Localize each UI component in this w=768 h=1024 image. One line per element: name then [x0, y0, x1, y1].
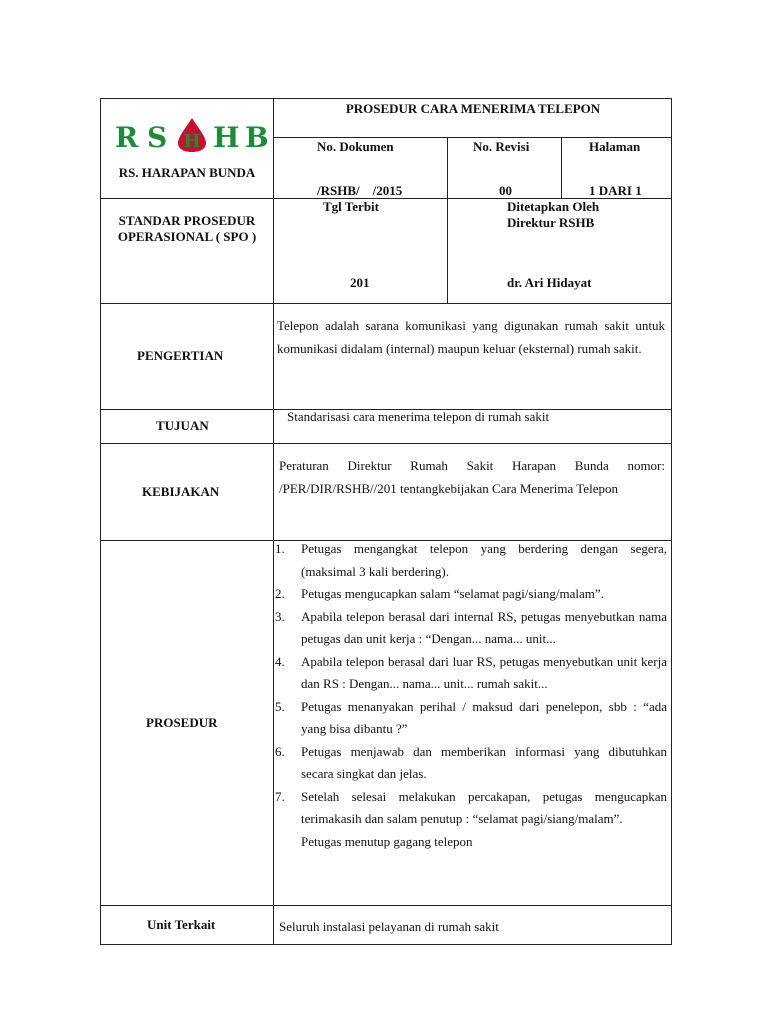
list-item: 2. Petugas mengucapkan salam “selamat pagi/siang/malam”.: [275, 586, 604, 601]
list-item: 7. Setelah selesai melakukan percakapan, petugas mengucapkan terimakasih dan salam penutup : “selamat pagi/siang/malam”.: [275, 788, 667, 826]
divider: [101, 443, 671, 444]
pengertian-text: Telepon adalah sarana komunikasi yang digunakan rumah sakit untuk komunikasi didalam (internal) maupun keluar (eksternal) rumah sakit.: [277, 318, 665, 356]
document-title: PROSEDUR CARA MENERIMA TELEPON: [345, 101, 601, 116]
divider: [273, 137, 671, 138]
tujuan-text: Standarisasi cara menerima telepon di rumah sakit: [287, 409, 550, 424]
doc-number-label: No. Dokumen: [317, 139, 394, 154]
pengertian-label: PENGERTIAN: [137, 348, 224, 363]
approved-by-name: dr. Ari Hidayat: [507, 275, 592, 290]
list-item: 5. Petugas menanyakan perihal / maksud dari penelepon, sbb : “ada yang bisa dibantu ?”: [275, 698, 667, 736]
hospital-logo: R S H H B: [113, 121, 271, 153]
prosedur-final-step: Petugas menutup gagang telepon: [301, 833, 473, 849]
unit-terkait-text: Seluruh instalasi pelayanan di rumah sakit: [279, 919, 499, 934]
revision-label: No. Revisi: [473, 139, 530, 154]
prosedur-label: PROSEDUR: [146, 715, 218, 730]
divider: [101, 905, 671, 906]
spo-label: STANDAR PROSEDUR OPERASIONAL ( SPO ): [117, 213, 257, 244]
list-item: 1. Petugas mengangkat telepon yang berdering dengan segera, (maksimal 3 kali berdering).: [275, 541, 667, 579]
kebijakan-text: Peraturan Direktur Rumah Sakit Harapan Bunda nomor: /PER/DIR/RSHB//201 tentangkebijakan Cara Menerima Telepon: [279, 458, 665, 496]
list-item: 4. Apabila telepon berasal dari luar RS, petugas menyebutkan unit kerja dan RS : Dengan... nama... unit... rumah sakit...: [275, 653, 667, 691]
list-item: 6. Petugas menjawab dan memberikan informasi yang dibutuhkan secara singkat dan jelas.: [275, 743, 667, 781]
page-label: Halaman: [589, 139, 641, 154]
page-value: 1 DARI 1: [589, 183, 642, 198]
divider: [447, 137, 448, 303]
doc-number-value: /RSHB/ /2015: [317, 183, 403, 198]
issue-date-label: Tgl Terbit: [323, 199, 379, 214]
issue-date-value: 201: [350, 275, 370, 290]
hospital-name: RS. HARAPAN BUNDA: [118, 165, 256, 180]
tujuan-label: TUJUAN: [156, 418, 209, 433]
prosedur-steps: [275, 538, 667, 853]
list-item: 3. Apabila telepon berasal dari internal RS, petugas menyebutkan nama petugas dan unit kerja : “Dengan... nama... unit...: [275, 608, 667, 646]
spo-document: [100, 98, 672, 945]
divider: [273, 99, 274, 944]
unit-terkait-label: Unit Terkait: [147, 917, 216, 932]
approved-by-label: Ditetapkan Oleh Direktur RSHB: [507, 199, 600, 230]
divider: [561, 137, 562, 198]
kebijakan-label: KEBIJAKAN: [142, 484, 220, 499]
svg-text:H: H: [183, 131, 201, 152]
divider: [101, 303, 671, 304]
revision-value: 00: [499, 183, 512, 198]
blood-drop-icon: [175, 117, 209, 153]
